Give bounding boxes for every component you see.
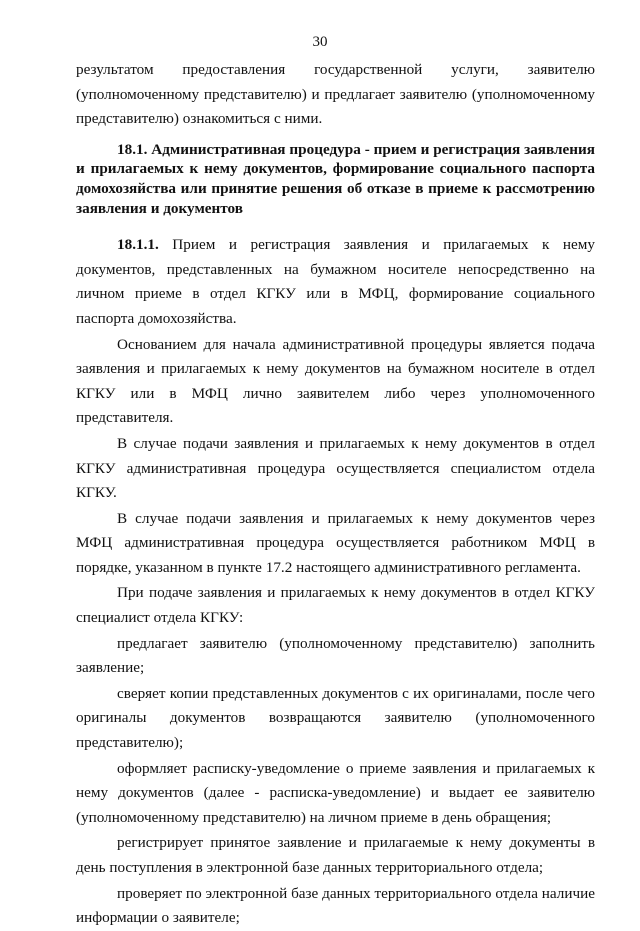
list-item: предлагает заявителю (уполномоченному представителю) заполнить заявление; — [76, 634, 595, 677]
paragraph: В случае подачи заявления и прилагаемых к нему документов в отдел КГКУ административная процедура осуществляется специалистом отдела КГКУ. — [76, 434, 595, 502]
continuation-paragraph: результатом предоставления государственной услуги, заявителю (уполномоченному представителю) и предлагает заявителю (уполномоченному представителю) ознакомиться с ними. — [76, 61, 595, 128]
subsection-text: Прием и регистрация заявления и прилагаемых к нему документов, представленных на бумажном носителе непосредственно на личном приеме в отдел КГКУ или в МФЦ, формирование социального паспорта домохозяйства. — [76, 236, 595, 327]
section-heading: 18.1. Административная процедура - прием и регистрация заявления и прилагаемых к нему документов, формирование социального паспорта домохозяйства или принятие решения об отказе в приеме к рассмотрению заявления и документов — [76, 140, 595, 217]
document-body — [76, 58, 595, 931]
list-item: оформляет расписку-уведомление о приеме заявления и прилагаемых к нему документов (далее - расписка-уведомление) и выдает ее заявителю (уполномоченному представителю) на личном приеме в день обращения; — [76, 759, 595, 826]
page-number: 30 — [312, 34, 328, 50]
list-item: регистрирует принятое заявление и прилагаемые к нему документы в день поступления в электронной базе данных территориального отдела; — [76, 834, 595, 876]
paragraph: В случае подачи заявления и прилагаемых к нему документов через МФЦ административная процедура осуществляется работником МФЦ в порядке, указанном в пункте 17.2 настоящего административного регламента. — [76, 509, 595, 576]
list-item: проверяет по электронной базе данных территориального отдела наличие информации о заявителе; — [76, 884, 595, 927]
list-item: сверяет копии представленных документов с их оригиналами, после чего оригиналы документов возвращаются заявителю (уполномоченного представителю); — [76, 684, 595, 752]
subsection-number: 18.1.1. — [117, 236, 159, 254]
paragraph: Основанием для начала административной процедуры является подача заявления и прилагаемых к нему документов на бумажном носителе в отдел КГКУ или в МФЦ лично заявителем либо через уполномоченного представителя. — [76, 335, 595, 427]
paragraph: При подаче заявления и прилагаемых к нему документов в отдел КГКУ специалист отдела КГКУ: — [76, 584, 595, 627]
subsection-paragraph — [76, 233, 595, 331]
